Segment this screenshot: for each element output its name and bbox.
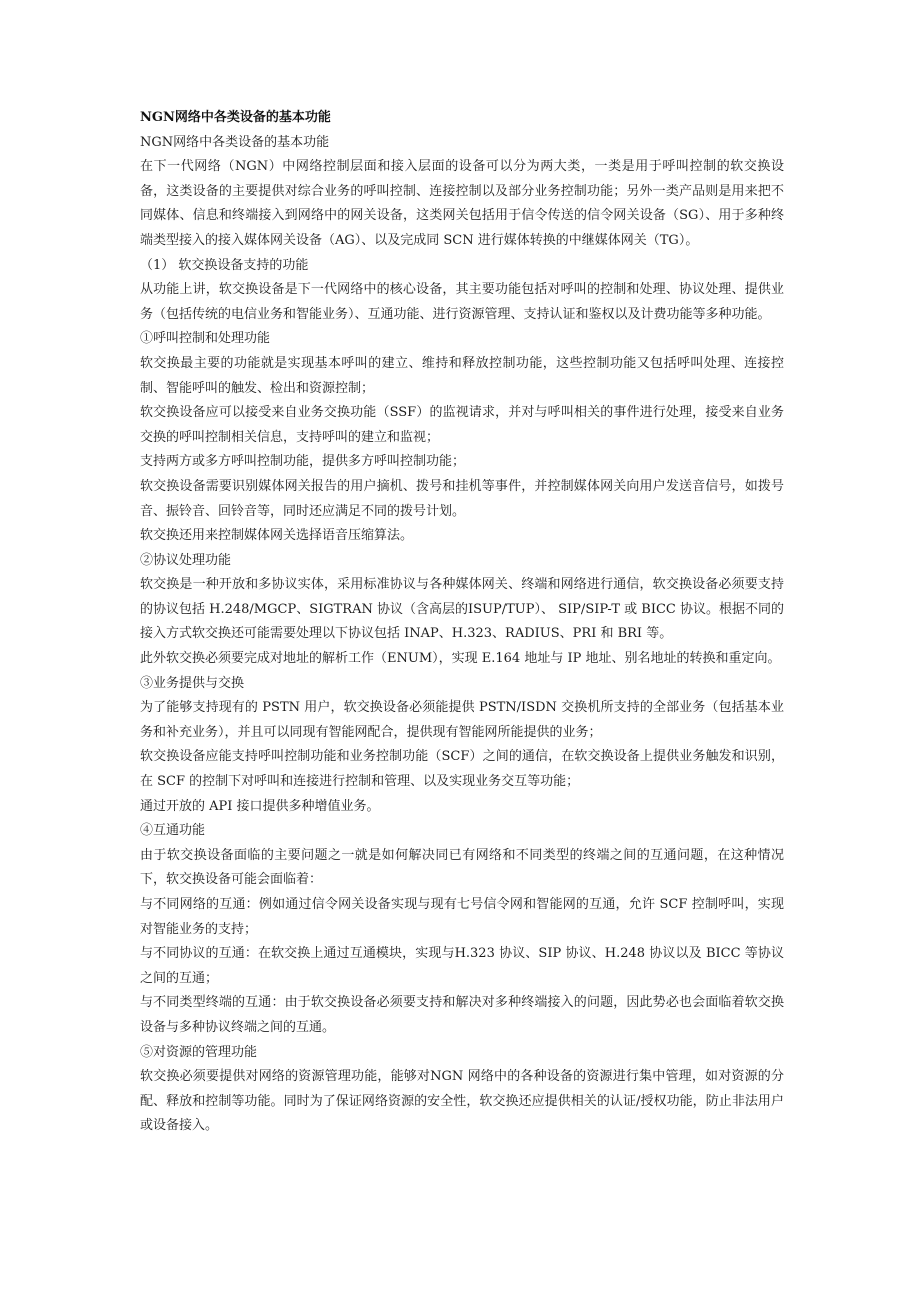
subheading-call-control: ①呼叫控制和处理功能 [140,331,271,347]
paragraph-softswitch-overview: 从功能上讲，软交换设备是下一代网络中的核心设备，其主要功能包括对呼叫的控制和处理、协议处理、提供业务（包括传统的电信业务和智能业务）、互通功能、进行资源管理、支持认证和鉴权以及计费功能等多种功能。 [140,282,784,322]
subheading-resource: ⑤对资源的管理功能 [140,1044,258,1060]
paragraph-call-control-5: 软交换还用来控制媒体网关选择语音压缩算法。 [140,528,414,544]
paragraph-call-control-1: 软交换最主要的功能就是实现基本呼叫的建立、维持和释放控制功能，这些控制功能又包括呼叫处理、连接控制、智能呼叫的触发、检出和资源控制； [140,355,784,396]
subheading-interworking: ④互通功能 [140,823,206,839]
paragraph-protocol-2: 此外软交换必须要完成对地址的解析工作（ENUM），实现 E.164 地址与 IP 地址、别名地址的转换和重定向。 [140,651,781,667]
paragraph-intro: 在下一代网络（NGN）中网络控制层面和接入层面的设备可以分为两大类，一类是用于呼叫控制的软交换设备，这类设备的主要提供对综合业务的呼叫控制、连接控制以及部分业务控制功能；另外一类产品则是用来把不同媒体、信息和终端接入到网络中的网关设备，这类网关包括用于信令传送的信令网关设备（SG）、用于多种终端类型接入的接入媒体网关设备（AG）、以及完成同 SCN 进行媒体转换的中继媒体网关（TG）。 [140,159,784,248]
paragraph-call-control-3: 支持两方或多方呼叫控制功能，提供多方呼叫控制功能； [140,454,466,470]
document-title: NGN网络中各类设备的基本功能 [140,110,331,125]
paragraph-interworking-4: 与不同类型终端的互通：由于软交换设备必须要支持和解决对多种终端接入的问题，因此势必也会面临着软交换设备与多种协议终端之间的互通。 [140,995,784,1035]
paragraph-service-2: 软交换设备应能支持呼叫控制功能和业务控制功能（SCF）之间的通信，在软交换设备上提供业务触发和识别，在 SCF 的控制下对呼叫和连接进行控制和管理、以及实现业务交互等功能； [140,749,784,790]
paragraph-resource-1: 软交换必须要提供对网络的资源管理功能，能够对NGN 网络中的各种设备的资源进行集中管理，如对资源的分配、释放和控制等功能。同时为了保证网络资源的安全性，软交换还应提供相关的认证/授权功能，防止非法用户或设备接入。 [140,1069,784,1134]
document-page [140,106,784,1139]
subheading-service: ③业务提供与交换 [140,675,245,691]
paragraph-protocol-1: 软交换是一种开放和多协议实体，采用标准协议与各种媒体网关、终端和网络进行通信，软交换设备必须要支持的协议包括 H.248/MGCP、SIGTRAN 协议（含高层的ISUP/TUP）、 SIP/SIP-T 或 BICC 协议。根据不同的接入方式软交换还可能需要处理以下协议包括 INAP、H.323、RADIUS、PRI 和 BRI 等。 [140,577,784,642]
paragraph-service-3: 通过开放的 API 接口提供多种增值业务。 [140,798,380,814]
section-heading-softswitch: （1） 软交换设备支持的功能 [140,257,309,273]
paragraph-service-1: 为了能够支持现有的 PSTN 用户，软交换设备必须能提供 PSTN/ISDN 交换机所支持的全部业务（包括基本业务和补充业务），并且可以同现有智能网配合，提供现有智能网所能提供的业务； [140,700,784,740]
paragraph-interworking-2: 与不同网络的互通：例如通过信令网关设备实现与现有七号信令网和智能网的互通，允许 SCF 控制呼叫，实现对智能业务的支持； [140,897,784,937]
paragraph-call-control-2: 软交换设备应可以接受来自业务交换功能（SSF）的监视请求，并对与呼叫相关的事件进行处理，接受来自业务交换的呼叫控制相关信息，支持呼叫的建立和监视； [140,405,784,445]
paragraph-interworking-3: 与不同协议的互通：在软交换上通过互通模块，实现与H.323 协议、SIP 协议、H.248 协议以及 BICC 等协议之间的互通； [140,946,784,986]
document-subtitle: NGN网络中各类设备的基本功能 [140,134,330,150]
paragraph-interworking-1: 由于软交换设备面临的主要问题之一就是如何解决同已有网络和不同类型的终端之间的互通问题，在这种情况下，软交换设备可能会面临着： [140,847,784,888]
subheading-protocol: ②协议处理功能 [140,552,232,568]
paragraph-call-control-4: 软交换设备需要识别媒体网关报告的用户摘机、拨号和挂机等事件，并控制媒体网关向用户发送音信号，如拨号音、振铃音、回铃音等，同时还应满足不同的拨号计划。 [140,478,784,519]
